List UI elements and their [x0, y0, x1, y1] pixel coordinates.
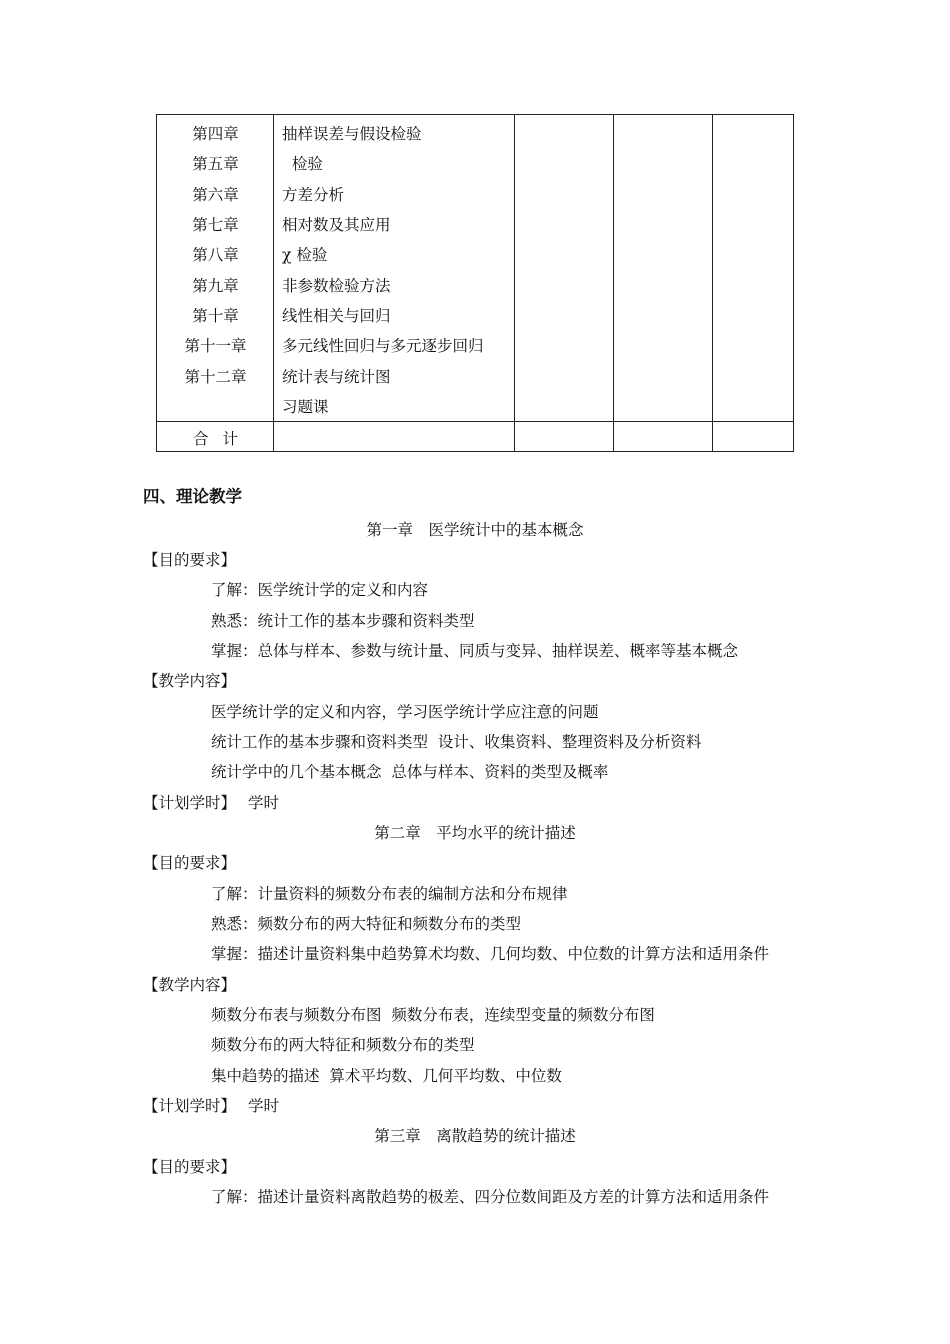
row-divider	[157, 421, 793, 422]
goal-item: 掌握：描述计量资料集中趋势算术均数、几何均数、中位数的计算方法和适用条件	[211, 945, 770, 963]
content-item: 频数分布的两大特征和频数分布的类型	[211, 1036, 475, 1054]
chapter-title: χ 检验	[282, 246, 328, 264]
goal-item: 了解：描述计量资料离散趋势的极差、四分位数间距及方差的计算方法和适用条件	[211, 1188, 770, 1206]
goal-item: 熟悉：频数分布的两大特征和频数分布的类型	[211, 915, 522, 933]
chapter-title: 多元线性回归与多元逐步回归	[282, 337, 484, 355]
goal-item: 了解：计量资料的频数分布表的编制方法和分布规律	[211, 885, 568, 903]
content-label: 【教学内容】	[143, 672, 237, 690]
chapter-title: 抽样误差与假设检验	[282, 125, 422, 143]
chapter-title: 线性相关与回归	[282, 307, 391, 325]
chapter-title: 方差分析	[282, 186, 345, 204]
chapter-number: 第九章	[192, 277, 239, 295]
chapter-title: 习题课	[282, 398, 329, 416]
total-label: 合计	[192, 430, 252, 448]
section-heading: 四、理论教学	[143, 487, 242, 506]
column-divider	[514, 115, 515, 451]
goal-item: 熟悉：统计工作的基本步骤和资料类型	[211, 612, 475, 630]
chapter-title: 统计表与统计图	[282, 368, 391, 386]
content-item: 集中趋势的描述 算术平均数、几何平均数、中位数	[211, 1067, 562, 1085]
chapter-heading: 第三章 离散趋势的统计描述	[374, 1127, 576, 1145]
chapter-title: 检验	[282, 155, 323, 173]
goal-label: 【目的要求】	[143, 551, 237, 569]
goal-item: 了解：医学统计学的定义和内容	[211, 581, 429, 599]
content-item: 统计学中的几个基本概念 总体与样本、资料的类型及概率	[211, 763, 609, 781]
chapter-number: 第六章	[192, 186, 239, 204]
goal-item: 掌握：总体与样本、参数与统计量、同质与变异、抽样误差、概率等基本概念	[211, 642, 739, 660]
chapter-title: 相对数及其应用	[282, 216, 391, 234]
content-item: 统计工作的基本步骤和资料类型 设计、收集资料、整理资料及分析资料	[211, 733, 702, 751]
chapter-heading: 第二章 平均水平的统计描述	[374, 824, 576, 842]
chapter-number: 第五章	[192, 155, 239, 173]
goal-label: 【目的要求】	[143, 1158, 237, 1176]
chapter-title: 非参数检验方法	[282, 277, 391, 295]
chapter-heading: 第一章 医学统计中的基本概念	[366, 521, 584, 539]
hours-row	[143, 793, 279, 813]
chapter-number: 第七章	[192, 216, 239, 234]
hours-label: 【计划学时】	[143, 1097, 237, 1115]
content-label: 【教学内容】	[143, 976, 237, 994]
chapter-number: 第十章	[192, 307, 239, 325]
chapter-number: 第十二章	[184, 368, 247, 386]
hours-label: 【计划学时】	[143, 794, 237, 812]
chapter-number: 第八章	[192, 246, 239, 264]
chapter-number: 第四章	[192, 125, 239, 143]
hours-value: 学时	[248, 1097, 280, 1115]
column-divider	[712, 115, 713, 451]
hours-value: 学时	[248, 794, 280, 812]
chapter-number: 第十一章	[184, 337, 247, 355]
column-divider	[613, 115, 614, 451]
content-item: 频数分布表与频数分布图 频数分布表，连续型变量的频数分布图	[211, 1006, 655, 1024]
hours-row	[143, 1096, 279, 1116]
goal-label: 【目的要求】	[143, 854, 237, 872]
course-hours-table	[156, 114, 794, 452]
content-item: 医学统计学的定义和内容，学习医学统计学应注意的问题	[211, 703, 599, 721]
